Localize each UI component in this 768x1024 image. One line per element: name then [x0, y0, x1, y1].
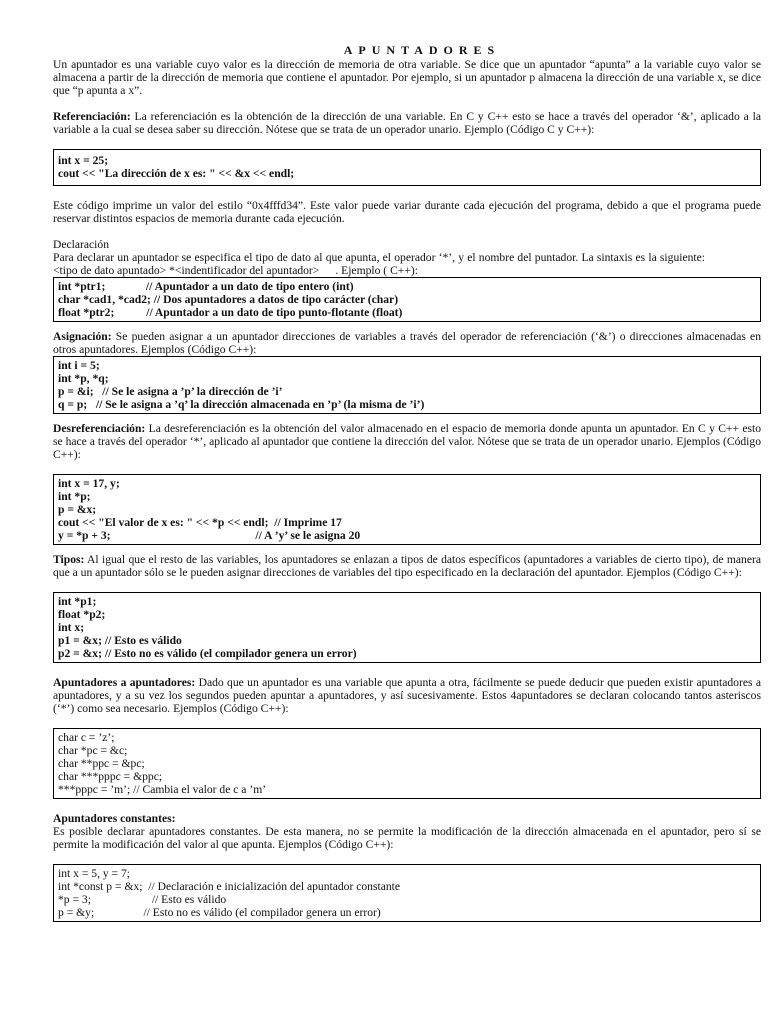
code-box-apuntadores-a-apuntadores: [53, 728, 761, 799]
code-line: char *cad1, *cad2; // Dos apuntadores a datos de tipo carácter (char): [58, 293, 399, 306]
asignacion-paragraph: [53, 330, 761, 356]
code-box-desreferencia: [53, 474, 761, 545]
tipos-text: Al igual que el resto de las variables, los apuntadores se enlazan a tipos de datos específicos (apuntadores a variables de cierto tipo), de manera que a un apuntador sólo se le pueden asignar direcciones de variables del tipo especificado en la declaración del apuntador. Ejemplos (Código C++):: [53, 553, 761, 579]
app-app-paragraph: [53, 676, 761, 715]
code-line: y = *p + 3; // A ’y’ se le asigna 20: [58, 529, 361, 542]
tipos-paragraph: [53, 553, 761, 579]
code-line: int *ptr1; // Apuntador a un dato de tipo entero (int): [58, 280, 354, 293]
resultado-paragraph: Este código imprime un valor del estilo “0x4fffd34”. Este valor puede variar durante cada ejecución del programa, debido a que el programa puede reservar distintos espacios de memoria durante cada ejecución.: [53, 199, 761, 225]
code-line: p = &y; // Esto no es válido (el compilador genera un error): [58, 906, 381, 919]
code-line: p = &x;: [58, 503, 97, 516]
document-title: APUNTADORES: [343, 43, 501, 57]
declaracion-paragraph: [53, 251, 761, 277]
document-page: [53, 0, 761, 922]
declaracion-heading: Declaración: [53, 238, 109, 251]
code-line: int x = 5, y = 7;: [58, 867, 131, 880]
code-line: int x = 25;: [58, 154, 109, 167]
code-line: cout << "La dirección de x es: " << &x << endl;: [58, 167, 295, 180]
code-line: int *p, *q;: [58, 372, 109, 385]
code-line: q = p; // Se le asigna a ’q’ la dirección almacenada en ’p’ (la misma de ’i’): [58, 398, 425, 411]
code-line: p2 = &x; // Esto no es válido (el compilador genera un error): [58, 647, 357, 660]
referencia-paragraph: [53, 110, 761, 136]
declaracion-after: . Ejemplo ( C++):: [335, 264, 418, 277]
code-box-declaracion: [53, 277, 761, 322]
desreferencia-paragraph: [53, 422, 761, 461]
code-line: char *pc = &c;: [58, 744, 128, 757]
code-line: *p = 3; // Esto es válido: [58, 893, 227, 906]
tipos-term: Tipos:: [53, 553, 85, 566]
code-line: char **ppc = &pc;: [58, 757, 145, 770]
referencia-text: La referenciación es la obtención de la dirección de una variable. En C y C++ esto se hace a través del operador ‘&’, aplicado a la variable a la cual se desea saber su dirección. Nótese que se trata de un operador unario. Ejemplo (Código C y C++):: [53, 110, 761, 136]
desreferencia-term: Desreferenciación:: [53, 422, 146, 435]
desreferencia-text: La desreferenciación es la obtención del valor almacenado en el espacio de memoria donde apunta un apuntador. En C y C++ esto se hace a través del operador ‘*’, aplicado al apuntador que contiene la dirección del valor. Nótese que se trata de un operador unario. Ejemplos (Código C++):: [53, 422, 761, 461]
declaracion-syntax: <tipo de dato apuntado> *<indentificador del apuntador>: [53, 264, 320, 277]
code-line: p = &i; // Se le asigna a ’p’ la dirección de ’i’: [58, 385, 283, 398]
code-line: int *p1;: [58, 595, 97, 608]
app-app-text: Dado que un apuntador es una variable que apunta a otra, fácilmente se puede deducir que pueden existir apuntadores a apuntadores, y a su vez los segundos pueden apuntar a apuntadores, y así sucesivamente. Estos 4apuntadores se declaran colocando tantos asteriscos (‘*’) como sea necesario. Ejemplos (Código C++):: [53, 676, 761, 715]
code-line: int x;: [58, 621, 85, 634]
code-line: int *const p = &x; // Declaración e inicialización del apuntador constante: [58, 880, 400, 893]
code-line: int x = 17, y;: [58, 477, 120, 490]
code-box-asignacion: [53, 356, 761, 414]
declaracion-text: Para declarar un apuntador se especifica el tipo de dato al que apunta, el operador ‘*’, y el nombre del puntador. La sintaxis es la siguiente:: [53, 251, 705, 264]
code-box-referencia: [53, 149, 761, 186]
constantes-paragraph: Es posible declarar apuntadores constantes. De esta manera, no se permite la modificación de la dirección almacenada en el apuntador, pero sí se permite la modificación del valor al que apunta. Ejemplos (Código C++):: [53, 825, 761, 851]
asignacion-text: Se pueden asignar a un apuntador direcciones de variables a través del operador de referenciación (‘&’) o direcciones almacenadas en otros apuntadores. Ejemplos (Código C++):: [53, 330, 761, 356]
app-app-term: Apuntadores a apuntadores:: [53, 676, 196, 689]
intro-paragraph: Un apuntador es una variable cuyo valor es la dirección de memoria de otra variable. Se dice que un apuntador “apunta” a la variable cuyo valor se almacena a partir de la dirección de memoria que contiene el apuntador. Por ejemplo, si un apuntador p almacena la dirección de una variable x, se dice que “p apunta a x”.: [53, 58, 761, 97]
code-line: float *ptr2; // Apuntador a un dato de tipo punto-flotante (float): [58, 306, 403, 319]
referencia-term: Referenciación:: [53, 110, 131, 123]
code-box-constantes: [53, 864, 761, 922]
code-line: ***pppc = ’m’; // Cambia el valor de c a ’m’: [58, 783, 267, 796]
code-box-tipos: [53, 592, 761, 663]
constantes-heading: Apuntadores constantes:: [53, 812, 176, 825]
code-line: float *p2;: [58, 608, 106, 621]
code-line: char ***pppc = &ppc;: [58, 770, 163, 783]
code-line: int i = 5;: [58, 359, 100, 372]
asignacion-term: Asignación:: [53, 330, 112, 343]
code-line: cout << "El valor de x es: " << *p << endl; // Imprime 17: [58, 516, 342, 529]
code-line: int *p;: [58, 490, 91, 503]
code-line: char c = ’z’;: [58, 731, 115, 744]
code-line: p1 = &x; // Esto es válido: [58, 634, 182, 647]
